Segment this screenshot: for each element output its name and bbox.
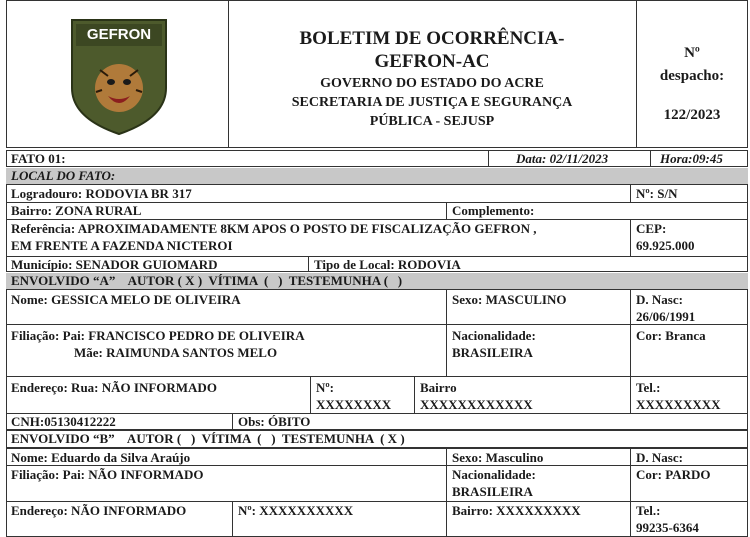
b-nacionalidade-value: BRASILEIRA [452, 484, 533, 499]
a-nacionalidade-value: BRASILEIRA [452, 345, 533, 360]
a-vline-nasc [630, 289, 631, 376]
a-bairro-value: XXXXXXXXXXXX [420, 397, 533, 412]
a-vline-num [310, 376, 311, 413]
gefron-badge-logo [70, 18, 168, 136]
b-hline-2 [6, 501, 748, 502]
document-title-line2: GEFRON-AC [374, 51, 490, 72]
b-nacionalidade-label: Nacionalidade: [452, 467, 536, 482]
despacho-line1: Nº [684, 45, 700, 61]
b-nasc-label: D. Nasc: [636, 450, 683, 465]
b-filiacao: Filiação: Pai: NÃO INFORMADO [11, 467, 204, 482]
a-endereco: Endereço: Rua: NÃO INFORMADO [11, 380, 217, 395]
b-vline-nasc [630, 448, 631, 537]
a-numero-value: XXXXXXXX [316, 397, 392, 412]
b-cor: Cor: PARDO [636, 467, 711, 482]
a-numero-label: Nº: [316, 380, 335, 395]
header-divider-right [636, 0, 637, 148]
a-hline-1 [6, 324, 748, 325]
fato-label: FATO 01: [11, 151, 66, 166]
local-hline-2 [6, 219, 748, 220]
b-sexo: Sexo: Masculino [452, 450, 544, 465]
local-vline-num [630, 184, 631, 202]
b-hline-1 [6, 465, 748, 466]
b-bairro: Bairro: XXXXXXXXX [452, 503, 581, 518]
cep-label: CEP: [636, 221, 667, 236]
municipio: Município: SENADOR GUIOMARD [11, 257, 218, 272]
a-bairro-label: Bairro [420, 380, 457, 395]
local-section-bar [6, 168, 748, 184]
a-tel-label: Tel.: [636, 380, 661, 395]
envolvido-a-title: ENVOLVIDO “A” AUTOR ( X ) VÍTIMA ( ) TESTEMUNHA ( ) [11, 273, 403, 288]
document-title-line1: BOLETIM DE OCORRÊNCIA- [299, 28, 565, 49]
local-vline-compl [446, 202, 447, 219]
a-cnh: CNH:05130412222 [11, 414, 116, 429]
a-nasc-value: 26/06/1991 [636, 309, 696, 324]
b-numero: Nº: XXXXXXXXXX [238, 503, 354, 518]
cep-value: 69.925.000 [636, 238, 695, 253]
badge-label: GEFRON [86, 26, 152, 43]
bairro: Bairro: ZONA RURAL [11, 203, 142, 218]
a-vline-bairro [414, 376, 415, 413]
referencia-line1: Referência: APROXIMADAMENTE 8KM APOS O POSTO DE FISCALIZAÇÃO GEFRON , [11, 221, 537, 236]
fato-date: Data: 02/11/2023 [516, 151, 609, 166]
a-filiacao-mae: Mãe: RAIMUNDA SANTOS MELO [74, 345, 278, 360]
envolvido-b-title: ENVOLVIDO “B” AUTOR ( ) VÍTIMA ( ) TESTEMUNHA ( X ) [11, 431, 405, 446]
b-endereco: Endereço: NÃO INFORMADO [11, 503, 187, 518]
a-sexo: Sexo: MASCULINO [452, 292, 567, 307]
a-filiacao-pai: Filiação: Pai: FRANCISCO PEDRO DE OLIVEIRA [11, 328, 305, 343]
tipo-local: Tipo de Local: RODOVIA [314, 257, 461, 272]
b-nome: Nome: Eduardo da Silva Araújo [11, 450, 191, 465]
a-hline-3 [6, 413, 748, 414]
subtitle-line2: SECRETARIA DE JUSTIÇA E SEGURANÇA [291, 95, 573, 110]
subtitle-line3: PÚBLICA - SEJUSP [369, 114, 495, 129]
a-tel-value: XXXXXXXXX [636, 397, 721, 412]
logradouro: Logradouro: RODOVIA BR 317 [11, 186, 192, 201]
b-vline-num [232, 501, 233, 537]
local-vline-tipo [308, 256, 309, 272]
local-vline-cep [630, 219, 631, 256]
subtitle-line1: GOVERNO DO ESTADO DO ACRE [320, 76, 544, 91]
a-vline-tel [630, 376, 631, 413]
b-tel-label: Tel.: [636, 503, 661, 518]
fato-time: Hora:09:45 [660, 151, 723, 166]
local-section-title: LOCAL DO FATO: [11, 168, 116, 183]
logradouro-numero: Nº: S/N [636, 186, 678, 201]
a-nasc-label: D. Nasc: [636, 292, 683, 307]
referencia-line2: EM FRENTE A FAZENDA NICTEROI [11, 238, 233, 253]
a-obs: Obs: ÓBITO [238, 414, 311, 429]
a-nacionalidade-label: Nacionalidade: [452, 328, 536, 343]
despacho-number: 122/2023 [663, 107, 721, 123]
b-tel-value: 99235-6364 [636, 520, 699, 535]
a-hline-2 [6, 376, 748, 377]
a-cor: Cor: Branca [636, 328, 706, 343]
fato-row [6, 150, 748, 167]
a-vline-sexo [446, 289, 447, 376]
a-vline-obs [232, 413, 233, 430]
complemento: Complemento: [452, 203, 535, 218]
header-divider-left [228, 0, 229, 148]
a-nome: Nome: GESSICA MELO DE OLIVEIRA [11, 292, 241, 307]
fato-divider-2 [650, 150, 651, 167]
despacho-line2: despacho: [659, 68, 725, 84]
b-vline-sexo [446, 448, 447, 537]
fato-divider-1 [488, 150, 489, 167]
